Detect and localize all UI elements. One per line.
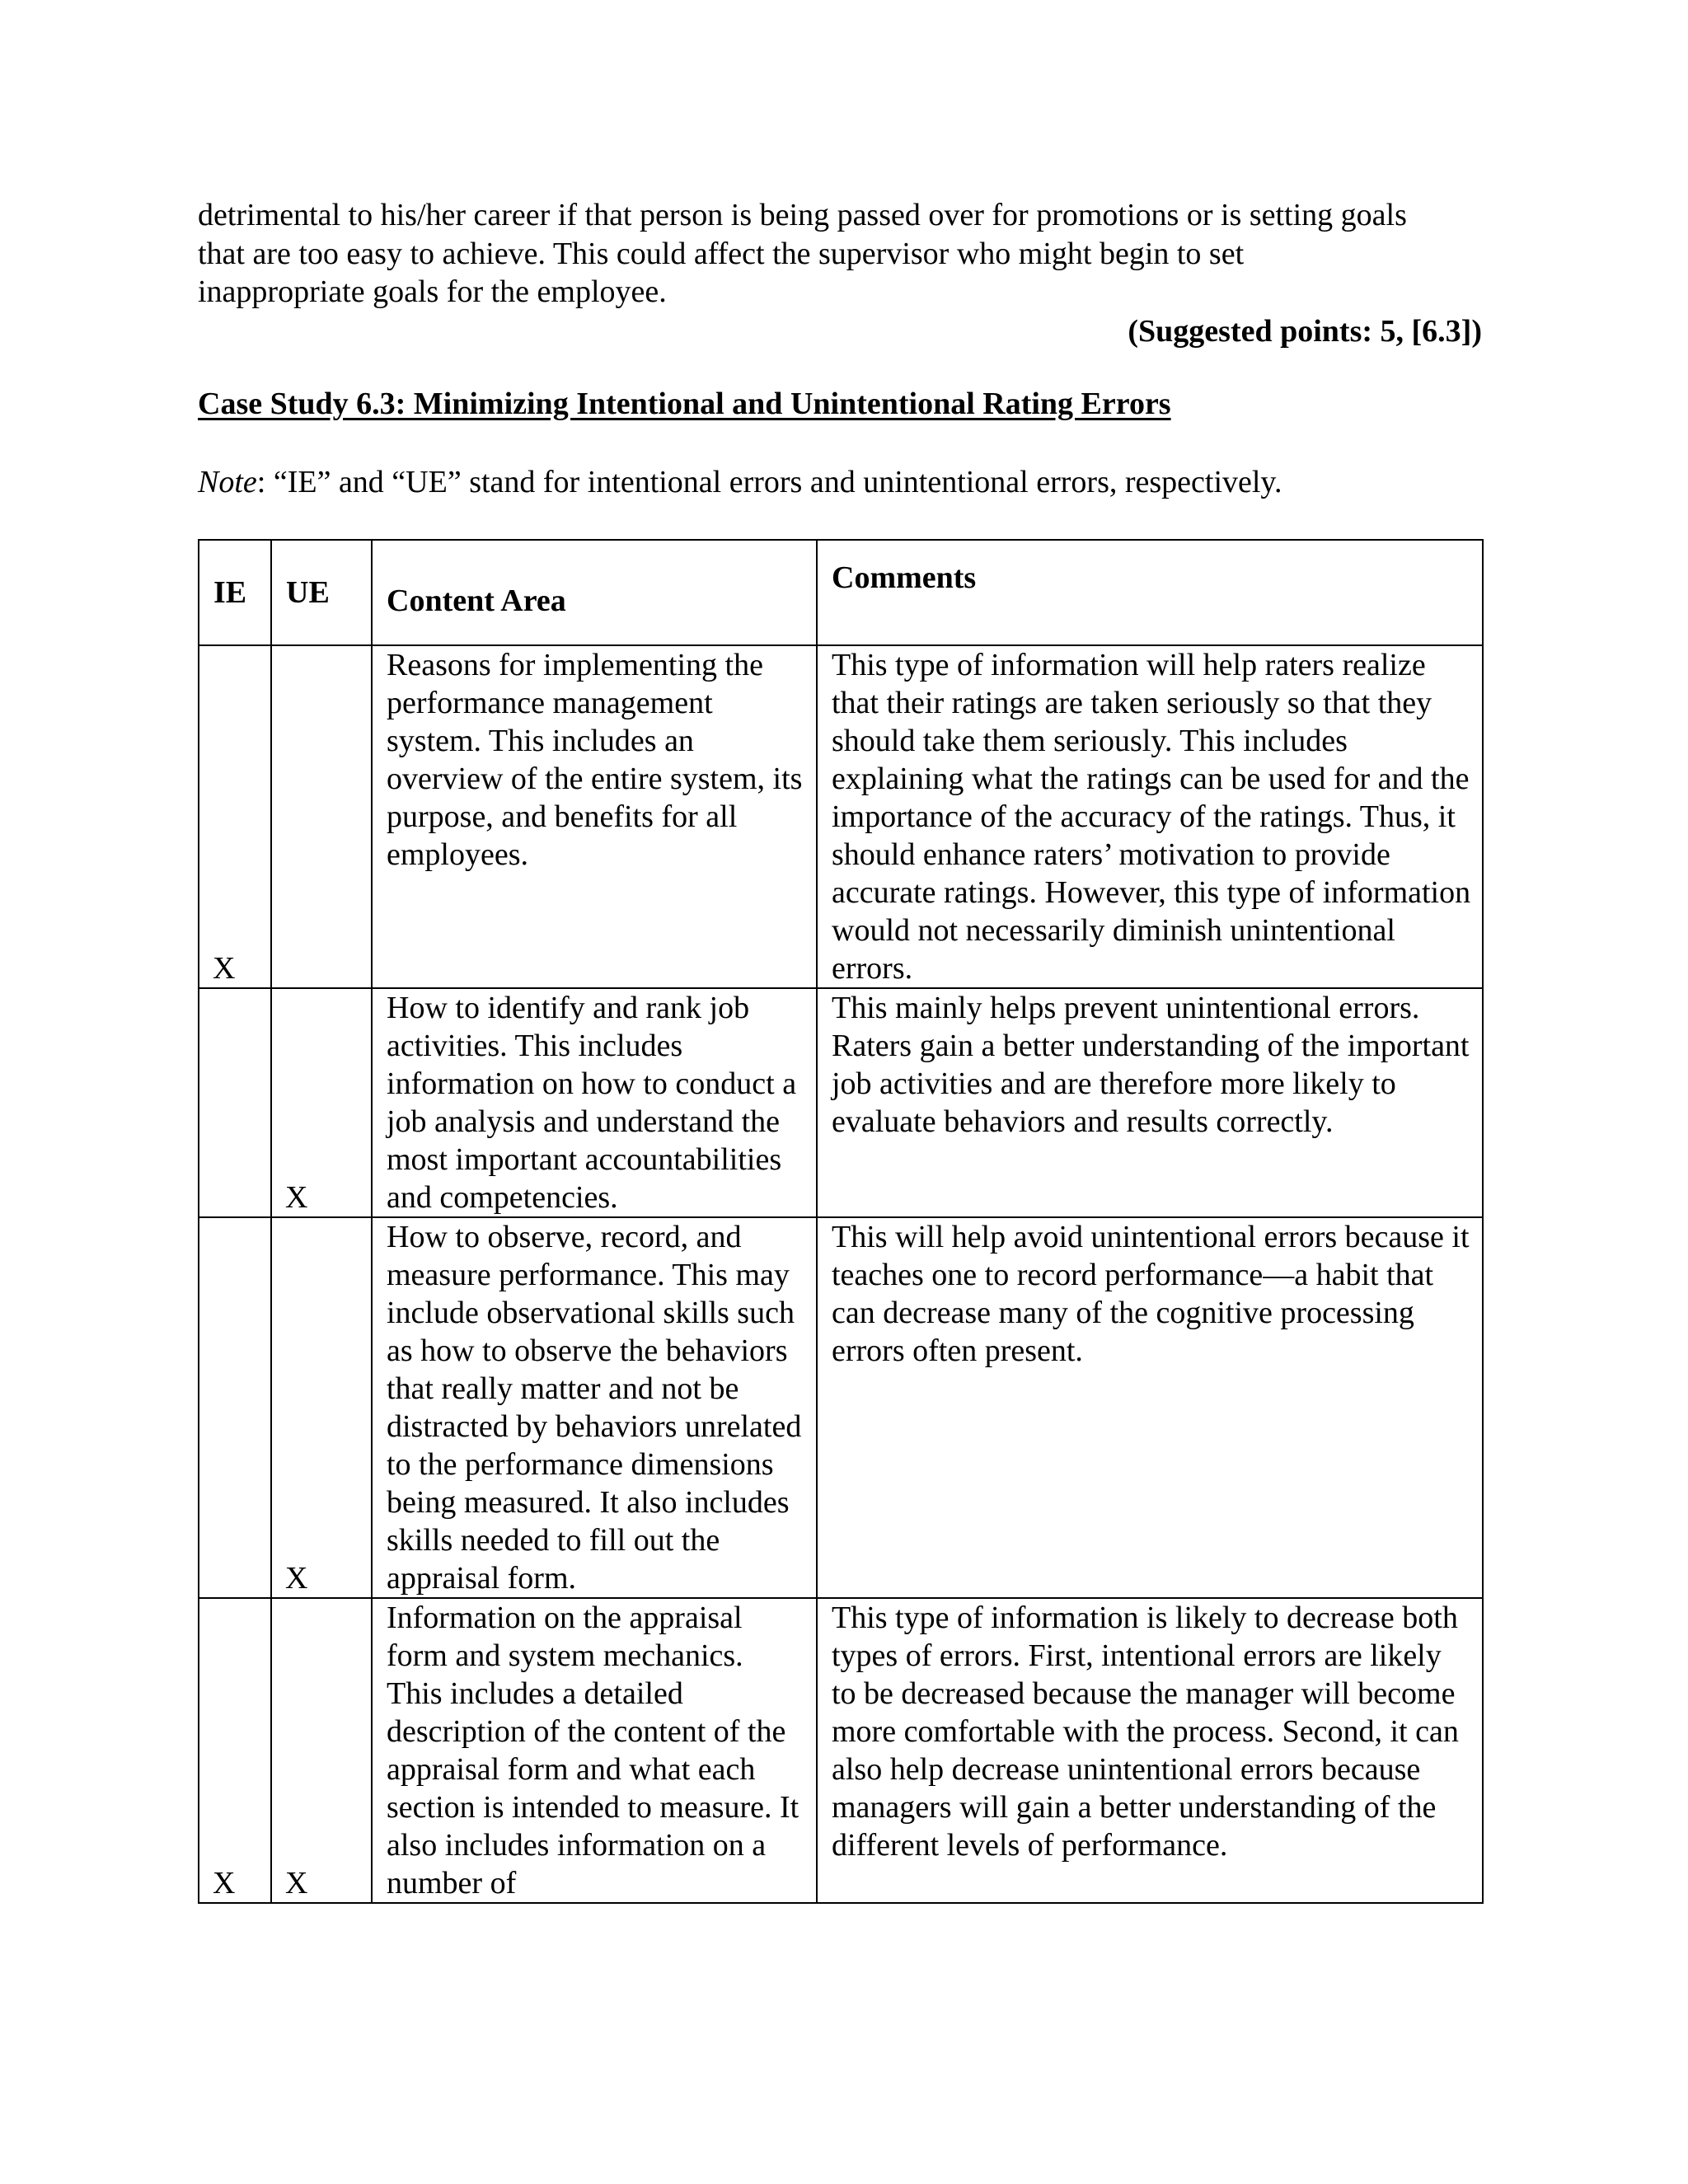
intro-line: that are too easy to achieve. This could affect the supervisor who might begin to set (198, 236, 1245, 271)
comments-cell: This mainly helps prevent unintentional errors. Raters gain a better understanding of the important job activities and are therefore more likely to evaluate behaviors and results correctly. (817, 988, 1483, 1217)
ue-mark: X (271, 988, 372, 1217)
table-row (199, 1217, 1483, 1598)
rating-errors-table (198, 539, 1484, 1904)
case-study-title: Case Study 6.3: Minimizing Intentional and Unintentional Rating Errors (198, 387, 1171, 421)
comments-cell: This type of information is likely to decrease both types of errors. First, intentional errors are likely to be decreased because the manager will become more comfortable with the process. Second, it can also help decrease unintentional errors because managers will gain a better understanding of the different levels of performance. (817, 1598, 1483, 1903)
table-row (199, 1598, 1483, 1903)
ue-mark (271, 645, 372, 988)
header-content-area: Content Area (372, 540, 817, 645)
comments-cell: This type of information will help raters realize that their ratings are taken seriously so that they should take them seriously. This includes explaining what the ratings can be used for and the importance of the accuracy of the ratings. Thus, it should enhance raters’ motivation to provide accurate ratings. However, this type of information would not necessarily diminish unintentional errors. (817, 645, 1483, 988)
ie-mark (199, 988, 271, 1217)
note-label: Note (198, 465, 257, 499)
header-ie: IE (199, 540, 271, 645)
header-ue: UE (271, 540, 372, 645)
intro-line: inappropriate goals for the employee. (198, 274, 667, 309)
ue-mark: X (271, 1217, 372, 1598)
comments-cell: This will help avoid unintentional errors because it teaches one to record performance—a habit that can decrease many of the cognitive processing errors often present. (817, 1217, 1483, 1598)
content-area-cell: How to observe, record, and measure performance. This may include observational skills such as how to observe the behaviors that really matter and not be distracted by behaviors unrelated to the performance dimensions being measured. It also includes skills needed to fill out the appraisal form. (372, 1217, 817, 1598)
content-area-cell: Reasons for implementing the performance management system. This includes an overview of the entire system, its purpose, and benefits for all employees. (372, 645, 817, 988)
table-row (199, 988, 1483, 1217)
table-header-row (199, 540, 1483, 645)
note-line (198, 464, 1282, 500)
ie-mark: X (199, 645, 271, 988)
ie-mark: X (199, 1598, 271, 1903)
intro-line: detrimental to his/her career if that person is being passed over for promotions or is setting goals (198, 198, 1407, 232)
intro-paragraph (198, 196, 1496, 312)
ie-mark (199, 1217, 271, 1598)
content-area-cell: Information on the appraisal form and system mechanics. This includes a detailed description of the content of the appraisal form and what each section is intended to measure. It also includes information on a number of (372, 1598, 817, 1903)
content-area-cell: How to identify and rank job activities. This includes information on how to conduct a job analysis and understand the most important accountabilities and competencies. (372, 988, 817, 1217)
header-comments: Comments (817, 540, 1483, 645)
table-row (199, 645, 1483, 988)
note-text: : “IE” and “UE” stand for intentional errors and unintentional errors, respectively. (256, 465, 1282, 499)
ue-mark: X (271, 1598, 372, 1903)
suggested-points: (Suggested points: 5, [6.3]) (1128, 314, 1482, 349)
